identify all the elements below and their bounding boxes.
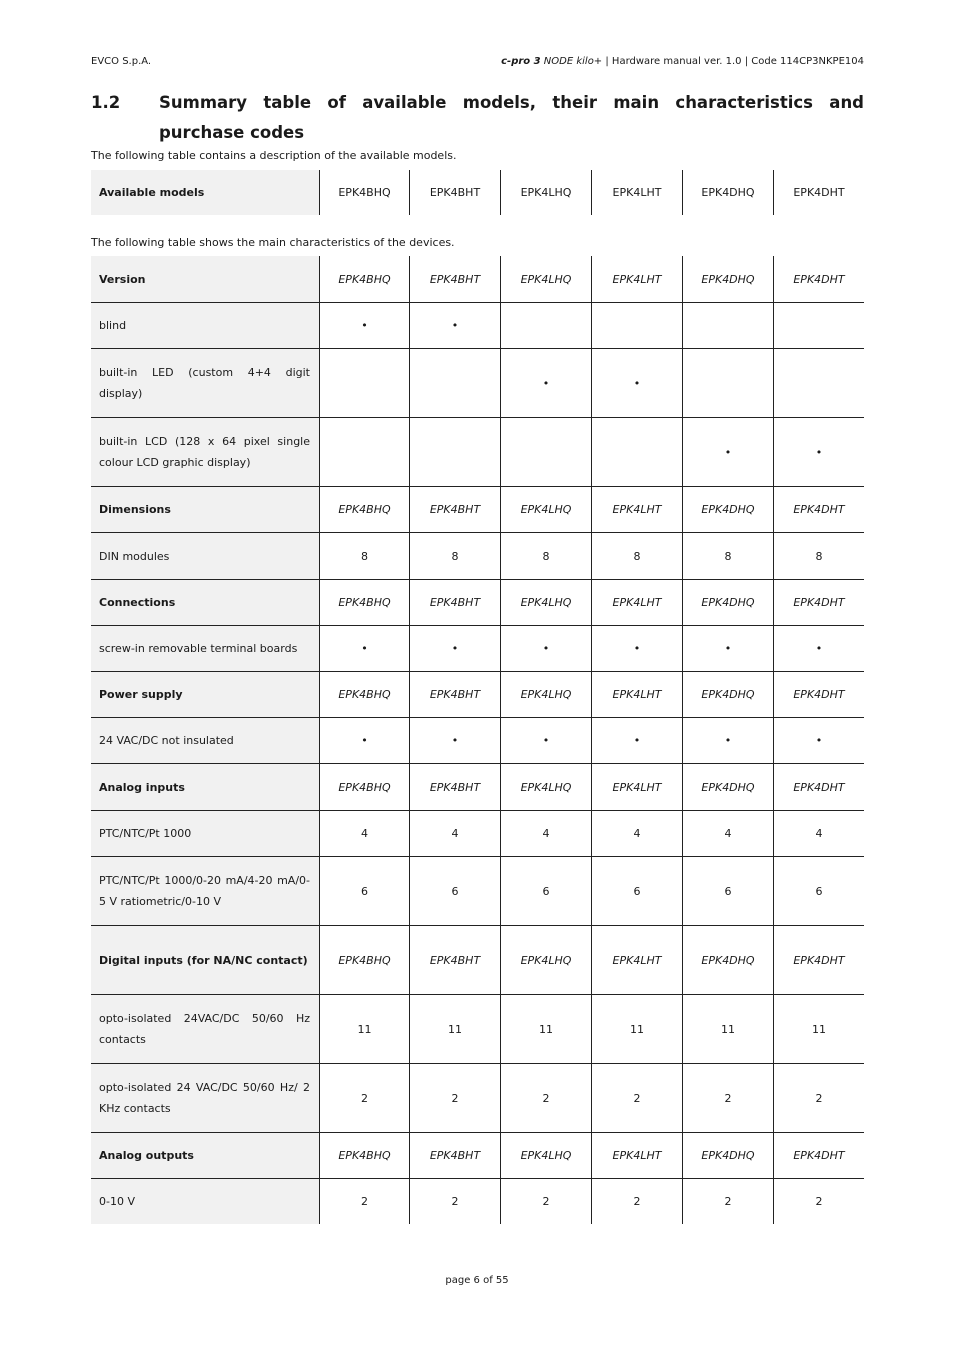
model-header-cell: EPK4LHQ	[501, 256, 592, 303]
table-row	[91, 718, 864, 764]
model-header-cell: EPK4DHT	[774, 1133, 865, 1179]
value-cell: 11	[501, 995, 592, 1064]
model-header-cell: EPK4BHT	[410, 926, 501, 995]
model-header-cell: EPK4DHT	[774, 926, 865, 995]
header-product-name: c-pro 3	[501, 56, 541, 67]
model-header-cell: EPK4BHT	[410, 764, 501, 811]
model-header-cell: EPK4DHT	[774, 487, 865, 533]
group-label: Version	[91, 256, 320, 303]
value-cell: •	[501, 718, 592, 764]
model-header-cell: EPK4LHT	[592, 672, 683, 718]
table-row	[91, 1179, 864, 1225]
value-cell	[320, 418, 410, 487]
value-cell: •	[320, 626, 410, 672]
model-header-cell: EPK4LHT	[592, 487, 683, 533]
table-group-row	[91, 926, 864, 995]
value-cell: •	[683, 626, 774, 672]
value-cell: 2	[410, 1179, 501, 1225]
model-header-cell: EPK4BHQ	[320, 1133, 410, 1179]
table-group-row	[91, 580, 864, 626]
value-cell: 4	[592, 811, 683, 857]
table-group-row	[91, 1133, 864, 1179]
model-header-cell: EPK4LHQ	[501, 672, 592, 718]
value-cell: 2	[320, 1064, 410, 1133]
model-header-cell: EPK4LHT	[592, 256, 683, 303]
model-cell: EPK4BHT	[410, 170, 501, 215]
value-cell: 11	[592, 995, 683, 1064]
model-cell: EPK4DHT	[774, 170, 865, 215]
section-heading	[91, 88, 864, 148]
model-cell: EPK4BHQ	[320, 170, 410, 215]
value-cell: 2	[683, 1179, 774, 1225]
value-cell	[501, 303, 592, 349]
value-cell: 11	[774, 995, 865, 1064]
value-cell: •	[501, 626, 592, 672]
value-cell	[774, 349, 865, 418]
value-cell: •	[774, 418, 865, 487]
model-header-cell: EPK4BHQ	[320, 764, 410, 811]
model-header-cell: EPK4BHQ	[320, 256, 410, 303]
model-header-cell: EPK4DHT	[774, 256, 865, 303]
intro-models: The following table contains a description of the available models.	[91, 149, 457, 162]
value-cell: 4	[774, 811, 865, 857]
value-cell	[501, 418, 592, 487]
row-label: DIN modules	[91, 533, 320, 580]
row-label: PTC/NTC/Pt 1000/0-20 mA/4-20 mA/0-5 V ratiometric/0-10 V	[91, 857, 320, 926]
row-label: blind	[91, 303, 320, 349]
table-row	[91, 418, 864, 487]
value-cell	[683, 303, 774, 349]
value-cell: 4	[501, 811, 592, 857]
value-cell: 2	[774, 1179, 865, 1225]
value-cell	[410, 349, 501, 418]
value-cell: •	[683, 418, 774, 487]
model-header-cell: EPK4BHT	[410, 580, 501, 626]
row-label: screw-in removable terminal boards	[91, 626, 320, 672]
model-header-cell: EPK4DHQ	[683, 256, 774, 303]
value-cell: 11	[410, 995, 501, 1064]
model-header-cell: EPK4DHQ	[683, 672, 774, 718]
value-cell: 2	[774, 1064, 865, 1133]
intro-characteristics: The following table shows the main characteristics of the devices.	[91, 236, 455, 249]
value-cell: •	[774, 718, 865, 764]
value-cell: 6	[592, 857, 683, 926]
row-label: opto-isolated 24VAC/DC 50/60 Hz contacts	[91, 995, 320, 1064]
model-header-cell: EPK4BHT	[410, 487, 501, 533]
value-cell	[774, 303, 865, 349]
header-company: EVCO S.p.A.	[91, 56, 152, 67]
group-label: Power supply	[91, 672, 320, 718]
row-label: built-in LCD (128 x 64 pixel single colour LCD graphic display)	[91, 418, 320, 487]
row-label: opto-isolated 24 VAC/DC 50/60 Hz/ 2 KHz contacts	[91, 1064, 320, 1133]
model-header-cell: EPK4LHQ	[501, 764, 592, 811]
table-group-row	[91, 487, 864, 533]
model-header-cell: EPK4BHT	[410, 1133, 501, 1179]
group-label: Analog outputs	[91, 1133, 320, 1179]
value-cell: 2	[683, 1064, 774, 1133]
model-header-cell: EPK4BHQ	[320, 487, 410, 533]
value-cell: •	[410, 303, 501, 349]
model-cell: EPK4LHT	[592, 170, 683, 215]
table-row	[91, 626, 864, 672]
value-cell: •	[683, 718, 774, 764]
row-label: built-in LED (custom 4+4 digit display)	[91, 349, 320, 418]
value-cell: 8	[774, 533, 865, 580]
models-label: Available models	[91, 170, 320, 215]
value-cell: 11	[683, 995, 774, 1064]
model-header-cell: EPK4DHQ	[683, 764, 774, 811]
group-label: Dimensions	[91, 487, 320, 533]
model-header-cell: EPK4DHT	[774, 672, 865, 718]
value-cell: 8	[320, 533, 410, 580]
value-cell: •	[774, 626, 865, 672]
value-cell: •	[592, 349, 683, 418]
model-header-cell: EPK4BHT	[410, 672, 501, 718]
table-group-row	[91, 764, 864, 811]
row-label: 24 VAC/DC not insulated	[91, 718, 320, 764]
model-header-cell: EPK4DHQ	[683, 487, 774, 533]
value-cell: •	[320, 303, 410, 349]
value-cell: 4	[683, 811, 774, 857]
value-cell: •	[320, 718, 410, 764]
model-header-cell: EPK4LHT	[592, 764, 683, 811]
value-cell: 2	[592, 1179, 683, 1225]
models-table	[91, 170, 864, 215]
value-cell: •	[592, 718, 683, 764]
value-cell: 8	[592, 533, 683, 580]
value-cell	[683, 349, 774, 418]
model-header-cell: EPK4BHQ	[320, 672, 410, 718]
model-header-cell: EPK4DHQ	[683, 580, 774, 626]
header-manual-info	[501, 56, 864, 67]
value-cell: 8	[410, 533, 501, 580]
value-cell: 6	[410, 857, 501, 926]
value-cell: 6	[683, 857, 774, 926]
table-row	[91, 1064, 864, 1133]
model-header-cell: EPK4BHT	[410, 256, 501, 303]
value-cell: 8	[501, 533, 592, 580]
value-cell: •	[410, 626, 501, 672]
value-cell: 2	[592, 1064, 683, 1133]
value-cell: 8	[683, 533, 774, 580]
models-row	[91, 170, 864, 215]
model-header-cell: EPK4DHT	[774, 764, 865, 811]
value-cell: 4	[320, 811, 410, 857]
section-number: 1.2	[91, 93, 121, 112]
model-header-cell: EPK4LHT	[592, 580, 683, 626]
model-header-cell: EPK4DHT	[774, 580, 865, 626]
model-cell: EPK4LHQ	[501, 170, 592, 215]
characteristics-table	[91, 256, 864, 1224]
header-manual-code: | Hardware manual ver. 1.0 | Code 114CP3NKPE104	[602, 56, 864, 67]
page-number: page 6 of 55	[445, 1275, 509, 1286]
table-row	[91, 533, 864, 580]
value-cell: 6	[774, 857, 865, 926]
value-cell: 11	[320, 995, 410, 1064]
value-cell: 2	[501, 1064, 592, 1133]
group-label: Connections	[91, 580, 320, 626]
value-cell: 4	[410, 811, 501, 857]
row-label: PTC/NTC/Pt 1000	[91, 811, 320, 857]
value-cell: 6	[501, 857, 592, 926]
table-group-row	[91, 256, 864, 303]
value-cell: 2	[320, 1179, 410, 1225]
table-row	[91, 303, 864, 349]
value-cell	[592, 303, 683, 349]
value-cell	[592, 418, 683, 487]
value-cell: •	[410, 718, 501, 764]
model-header-cell: EPK4DHQ	[683, 1133, 774, 1179]
table-row	[91, 811, 864, 857]
value-cell: •	[501, 349, 592, 418]
value-cell	[410, 418, 501, 487]
group-label: Digital inputs (for NA/NC contact)	[91, 926, 320, 995]
model-header-cell: EPK4DHQ	[683, 926, 774, 995]
group-label: Analog inputs	[91, 764, 320, 811]
model-header-cell: EPK4LHQ	[501, 487, 592, 533]
model-header-cell: EPK4LHQ	[501, 926, 592, 995]
model-header-cell: EPK4LHQ	[501, 1133, 592, 1179]
model-cell: EPK4DHQ	[683, 170, 774, 215]
model-header-cell: EPK4LHT	[592, 926, 683, 995]
value-cell: •	[592, 626, 683, 672]
header-product-variant: NODE kilo+	[543, 56, 603, 67]
model-header-cell: EPK4BHQ	[320, 580, 410, 626]
table-group-row	[91, 672, 864, 718]
table-row	[91, 857, 864, 926]
section-title: Summary table of available models, their main characteristics and purchase codes	[159, 93, 864, 142]
value-cell: 6	[320, 857, 410, 926]
model-header-cell: EPK4LHQ	[501, 580, 592, 626]
table-row	[91, 349, 864, 418]
table-row	[91, 995, 864, 1064]
value-cell: 2	[501, 1179, 592, 1225]
model-header-cell: EPK4LHT	[592, 1133, 683, 1179]
model-header-cell: EPK4BHQ	[320, 926, 410, 995]
row-label: 0-10 V	[91, 1179, 320, 1225]
value-cell	[320, 349, 410, 418]
value-cell: 2	[410, 1064, 501, 1133]
